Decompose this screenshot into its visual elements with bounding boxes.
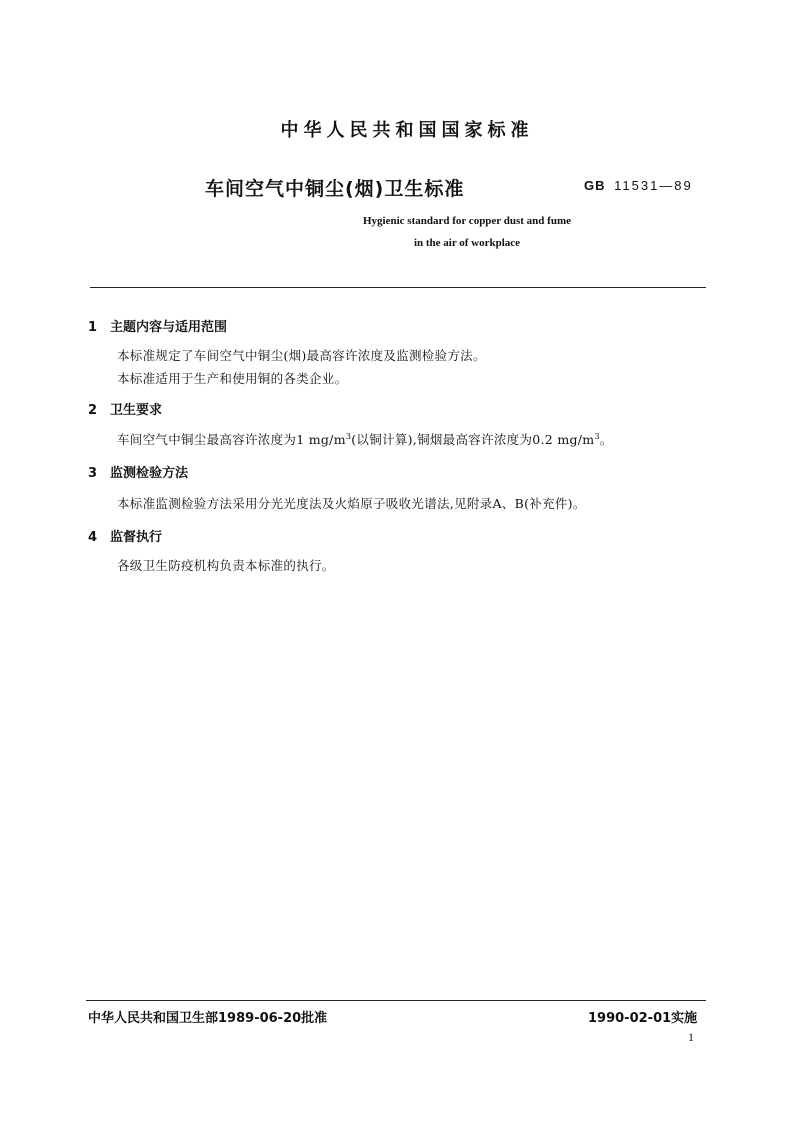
section-4-heading xyxy=(88,526,162,545)
section-3-heading xyxy=(88,462,188,481)
section-number: 1 xyxy=(88,320,98,335)
standard-code: 11531—89 xyxy=(614,178,693,193)
footer-divider xyxy=(86,1000,706,1001)
section-number: 2 xyxy=(88,403,98,418)
section-4-paragraph-1: 各级卫生防疫机构负责本标准的执行。 xyxy=(117,558,335,573)
section-1-heading xyxy=(88,316,227,335)
implementation-date: 1990-02-01实施 xyxy=(588,1011,698,1026)
text-run: 。 xyxy=(599,432,613,447)
section-number: 3 xyxy=(88,466,98,481)
section-number: 4 xyxy=(88,530,98,545)
approval-line: 中华人民共和国卫生部1989-06-20批准 xyxy=(88,1011,328,1026)
english-title-line-1: Hygienic standard for copper dust and fume xyxy=(362,215,571,227)
text-run: (以铜计算),铜烟最高容许浓度为0.2 mg/m xyxy=(351,432,595,447)
page-number: 1 xyxy=(688,1030,694,1044)
section-1-paragraph-2: 本标准适用于生产和使用铜的各类企业。 xyxy=(117,371,348,386)
english-title-line-2: in the air of workplace xyxy=(413,237,521,249)
section-title: 主题内容与适用范围 xyxy=(110,320,228,335)
standard-number xyxy=(584,178,693,193)
section-3-paragraph-1: 本标准监测检验方法采用分光光度法及火焰原子吸收光谱法,见附录A、B(补充件)。 xyxy=(117,496,586,511)
header-divider xyxy=(90,287,706,288)
standard-prefix: GB xyxy=(584,178,606,193)
section-2-heading xyxy=(88,399,162,418)
superscript: 3 xyxy=(345,431,352,441)
section-title: 监督执行 xyxy=(110,530,163,545)
section-1-paragraph-1: 本标准规定了车间空气中铜尘(烟)最高容许浓度及监测检验方法。 xyxy=(117,348,486,363)
section-title: 监测检验方法 xyxy=(110,466,189,481)
section-title: 卫生要求 xyxy=(110,403,163,418)
document-title: 车间空气中铜尘(烟)卫生标准 xyxy=(205,178,465,200)
superscript: 3 xyxy=(594,431,600,441)
national-standard-label: 中华人民共和国国家标准 xyxy=(280,120,534,141)
section-2-paragraph-1 xyxy=(117,430,613,448)
text-run: 车间空气中铜尘最高容许浓度为1 mg/m xyxy=(117,432,346,447)
